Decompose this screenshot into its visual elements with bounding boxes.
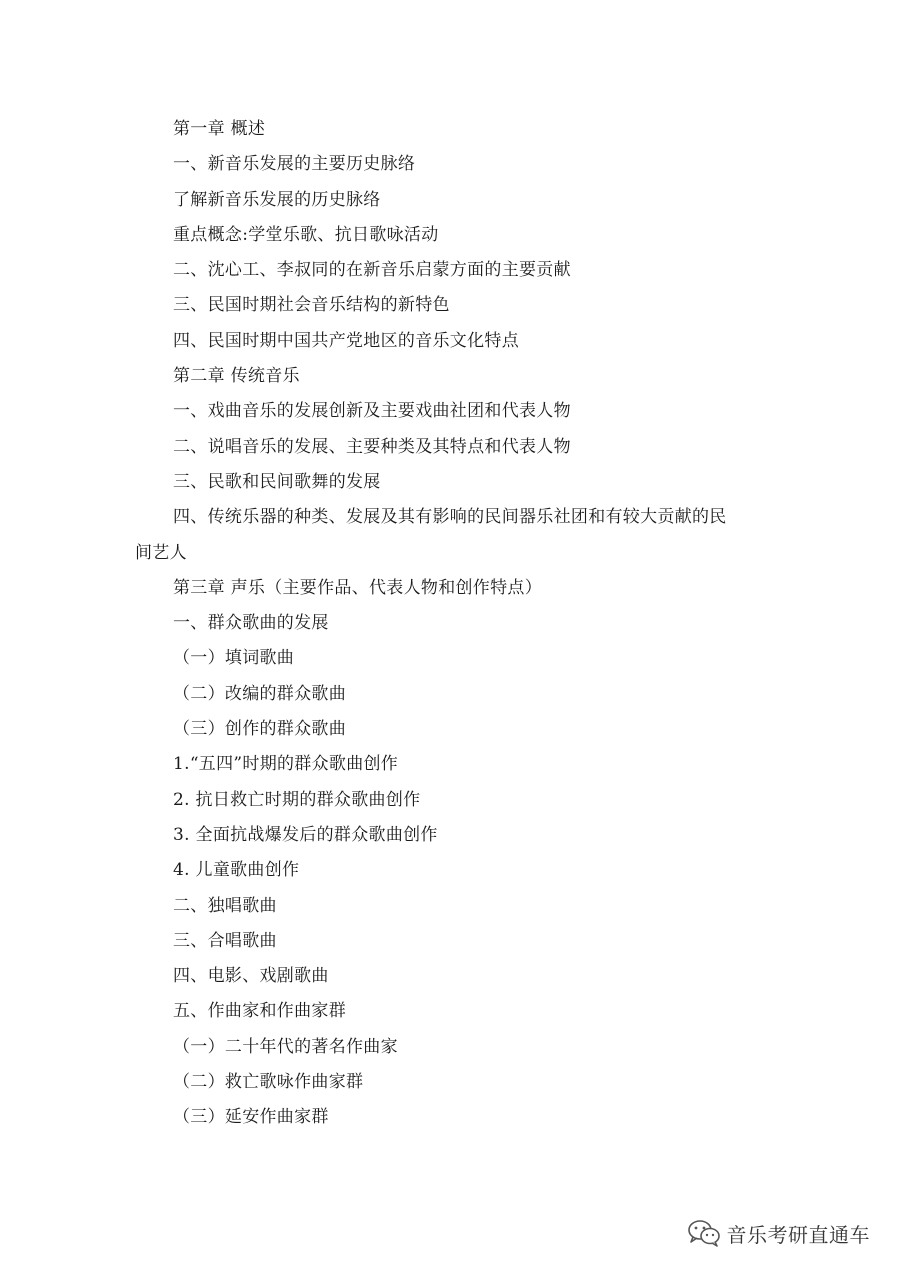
chapter-1-heading: 第一章 概述 (173, 119, 266, 139)
text-line: 一、戏曲音乐的发展创新及主要戏曲社团和代表人物 (173, 401, 571, 422)
text-line: （二）改编的群众歌曲 (173, 683, 346, 704)
text-line: 三、民歌和民间歌舞的发展 (173, 471, 381, 492)
watermark-text: 音乐考研直通车 (726, 1222, 870, 1247)
text-line: 一、新音乐发展的主要历史脉络 (173, 154, 416, 175)
chapter-3-heading: 第三章 声乐（主要作品、代表人物和创作特点） (173, 577, 543, 598)
watermark (687, 1216, 871, 1250)
text-line: 二、沈心工、李叔同的在新音乐启蒙方面的主要贡献 (173, 260, 571, 281)
chapter-2-heading: 第二章 传统音乐 (173, 366, 300, 387)
text-line: （三）延安作曲家群 (173, 1107, 329, 1128)
text-line: 3. 全面抗战爆发后的群众歌曲创作 (173, 824, 438, 845)
text-line: （一）二十年代的著名作曲家 (173, 1036, 398, 1057)
text-line: 二、独唱歌曲 (173, 895, 277, 916)
text-line: 2. 抗日救亡时期的群众歌曲创作 (173, 789, 421, 810)
text-line: 四、电影、戏剧歌曲 (173, 966, 329, 987)
text-line: 三、合唱歌曲 (173, 930, 277, 951)
text-line: 二、说唱音乐的发展、主要种类及其特点和代表人物 (173, 436, 571, 457)
text-line: 一、群众歌曲的发展 (173, 613, 329, 634)
text-line: 4. 儿童歌曲创作 (173, 860, 300, 881)
wechat-icon (687, 1218, 721, 1248)
text-line-continuation: 间艺人 (135, 542, 187, 563)
text-line: 1.“五四”时期的群众歌曲创作 (173, 754, 399, 775)
text-line: 四、民国时期中国共产党地区的音乐文化特点 (173, 330, 519, 351)
text-line: （三）创作的群众歌曲 (173, 719, 346, 740)
document-body (135, 112, 813, 1136)
text-line: （一）填词歌曲 (173, 648, 295, 669)
text-line: 三、民国时期社会音乐结构的新特色 (173, 295, 450, 316)
text-line: 五、作曲家和作曲家群 (173, 1001, 346, 1022)
text-line: 了解新音乐发展的历史脉络 (173, 189, 381, 210)
text-line: 重点概念:学堂乐歌、抗日歌咏活动 (173, 224, 439, 245)
text-line: 四、传统乐器的种类、发展及其有影响的民间器乐社团和有较大贡献的民 (173, 507, 727, 528)
text-line: （二）救亡歌咏作曲家群 (173, 1072, 364, 1093)
